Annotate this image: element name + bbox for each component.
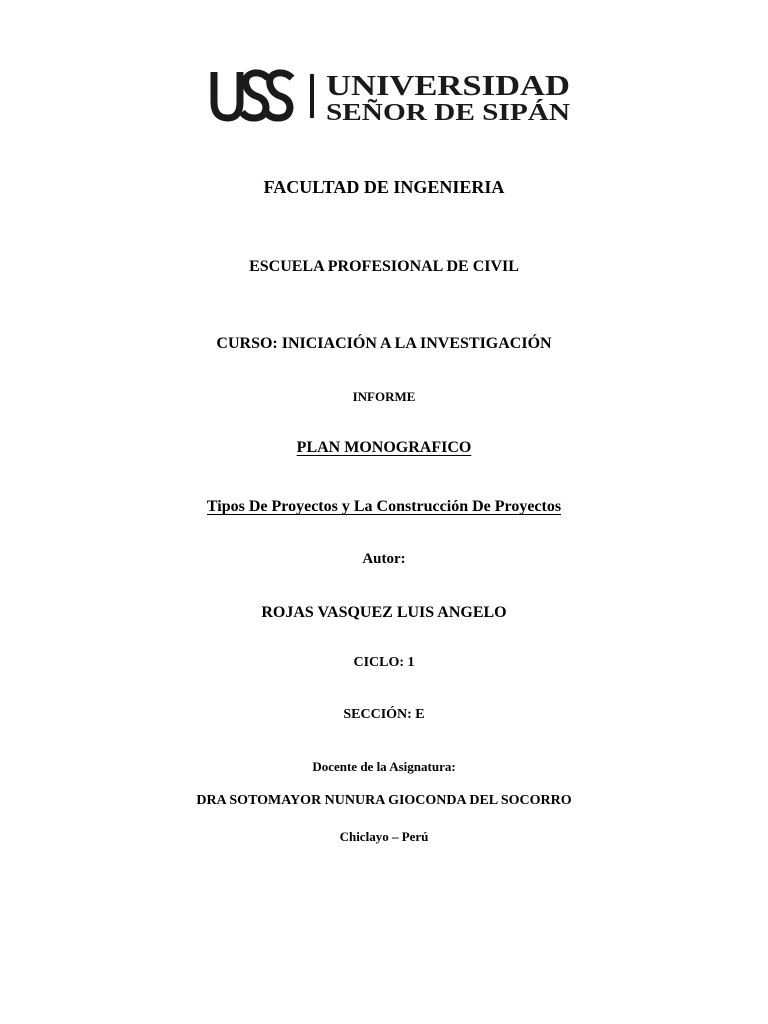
course-title: CURSO: INICIACIÓN A LA INVESTIGACIÓN xyxy=(216,335,552,352)
section: SECCIÓN: E xyxy=(343,707,425,722)
teacher-label: Docente de la Asignatura: xyxy=(312,759,456,774)
logo-line1: UNIVERSIDAD xyxy=(326,71,570,102)
author-name: ROJAS VASQUEZ LUIS ANGELO xyxy=(261,604,507,621)
plan-title-text: PLAN MONOGRAFICO xyxy=(296,439,472,456)
logo-letter-u xyxy=(214,72,240,118)
teacher-name: DRA SOTOMAYOR NUNURA GIOCONDA DEL SOCORRO xyxy=(196,793,572,808)
cycle: CICLO: 1 xyxy=(353,655,415,670)
school-title: ESCUELA PROFESIONAL DE CIVIL xyxy=(249,258,519,275)
logo-letter-s2 xyxy=(266,73,292,118)
plan-title xyxy=(0,440,768,456)
location: Chiclayo – Perú xyxy=(339,829,429,844)
topic-title xyxy=(0,499,768,515)
logo-line2: SEÑOR DE SIPÁN xyxy=(326,100,571,126)
faculty-title: FACULTAD DE INGENIERIA xyxy=(263,177,505,197)
author-label: Autor: xyxy=(362,551,406,567)
logo-divider xyxy=(310,74,314,118)
university-logo xyxy=(210,66,575,126)
document-type: INFORME xyxy=(352,389,416,404)
topic-title-text: Tipos De Proyectos y La Construcción De Proyectos xyxy=(206,498,562,515)
logo-letter-s1 xyxy=(242,73,268,118)
